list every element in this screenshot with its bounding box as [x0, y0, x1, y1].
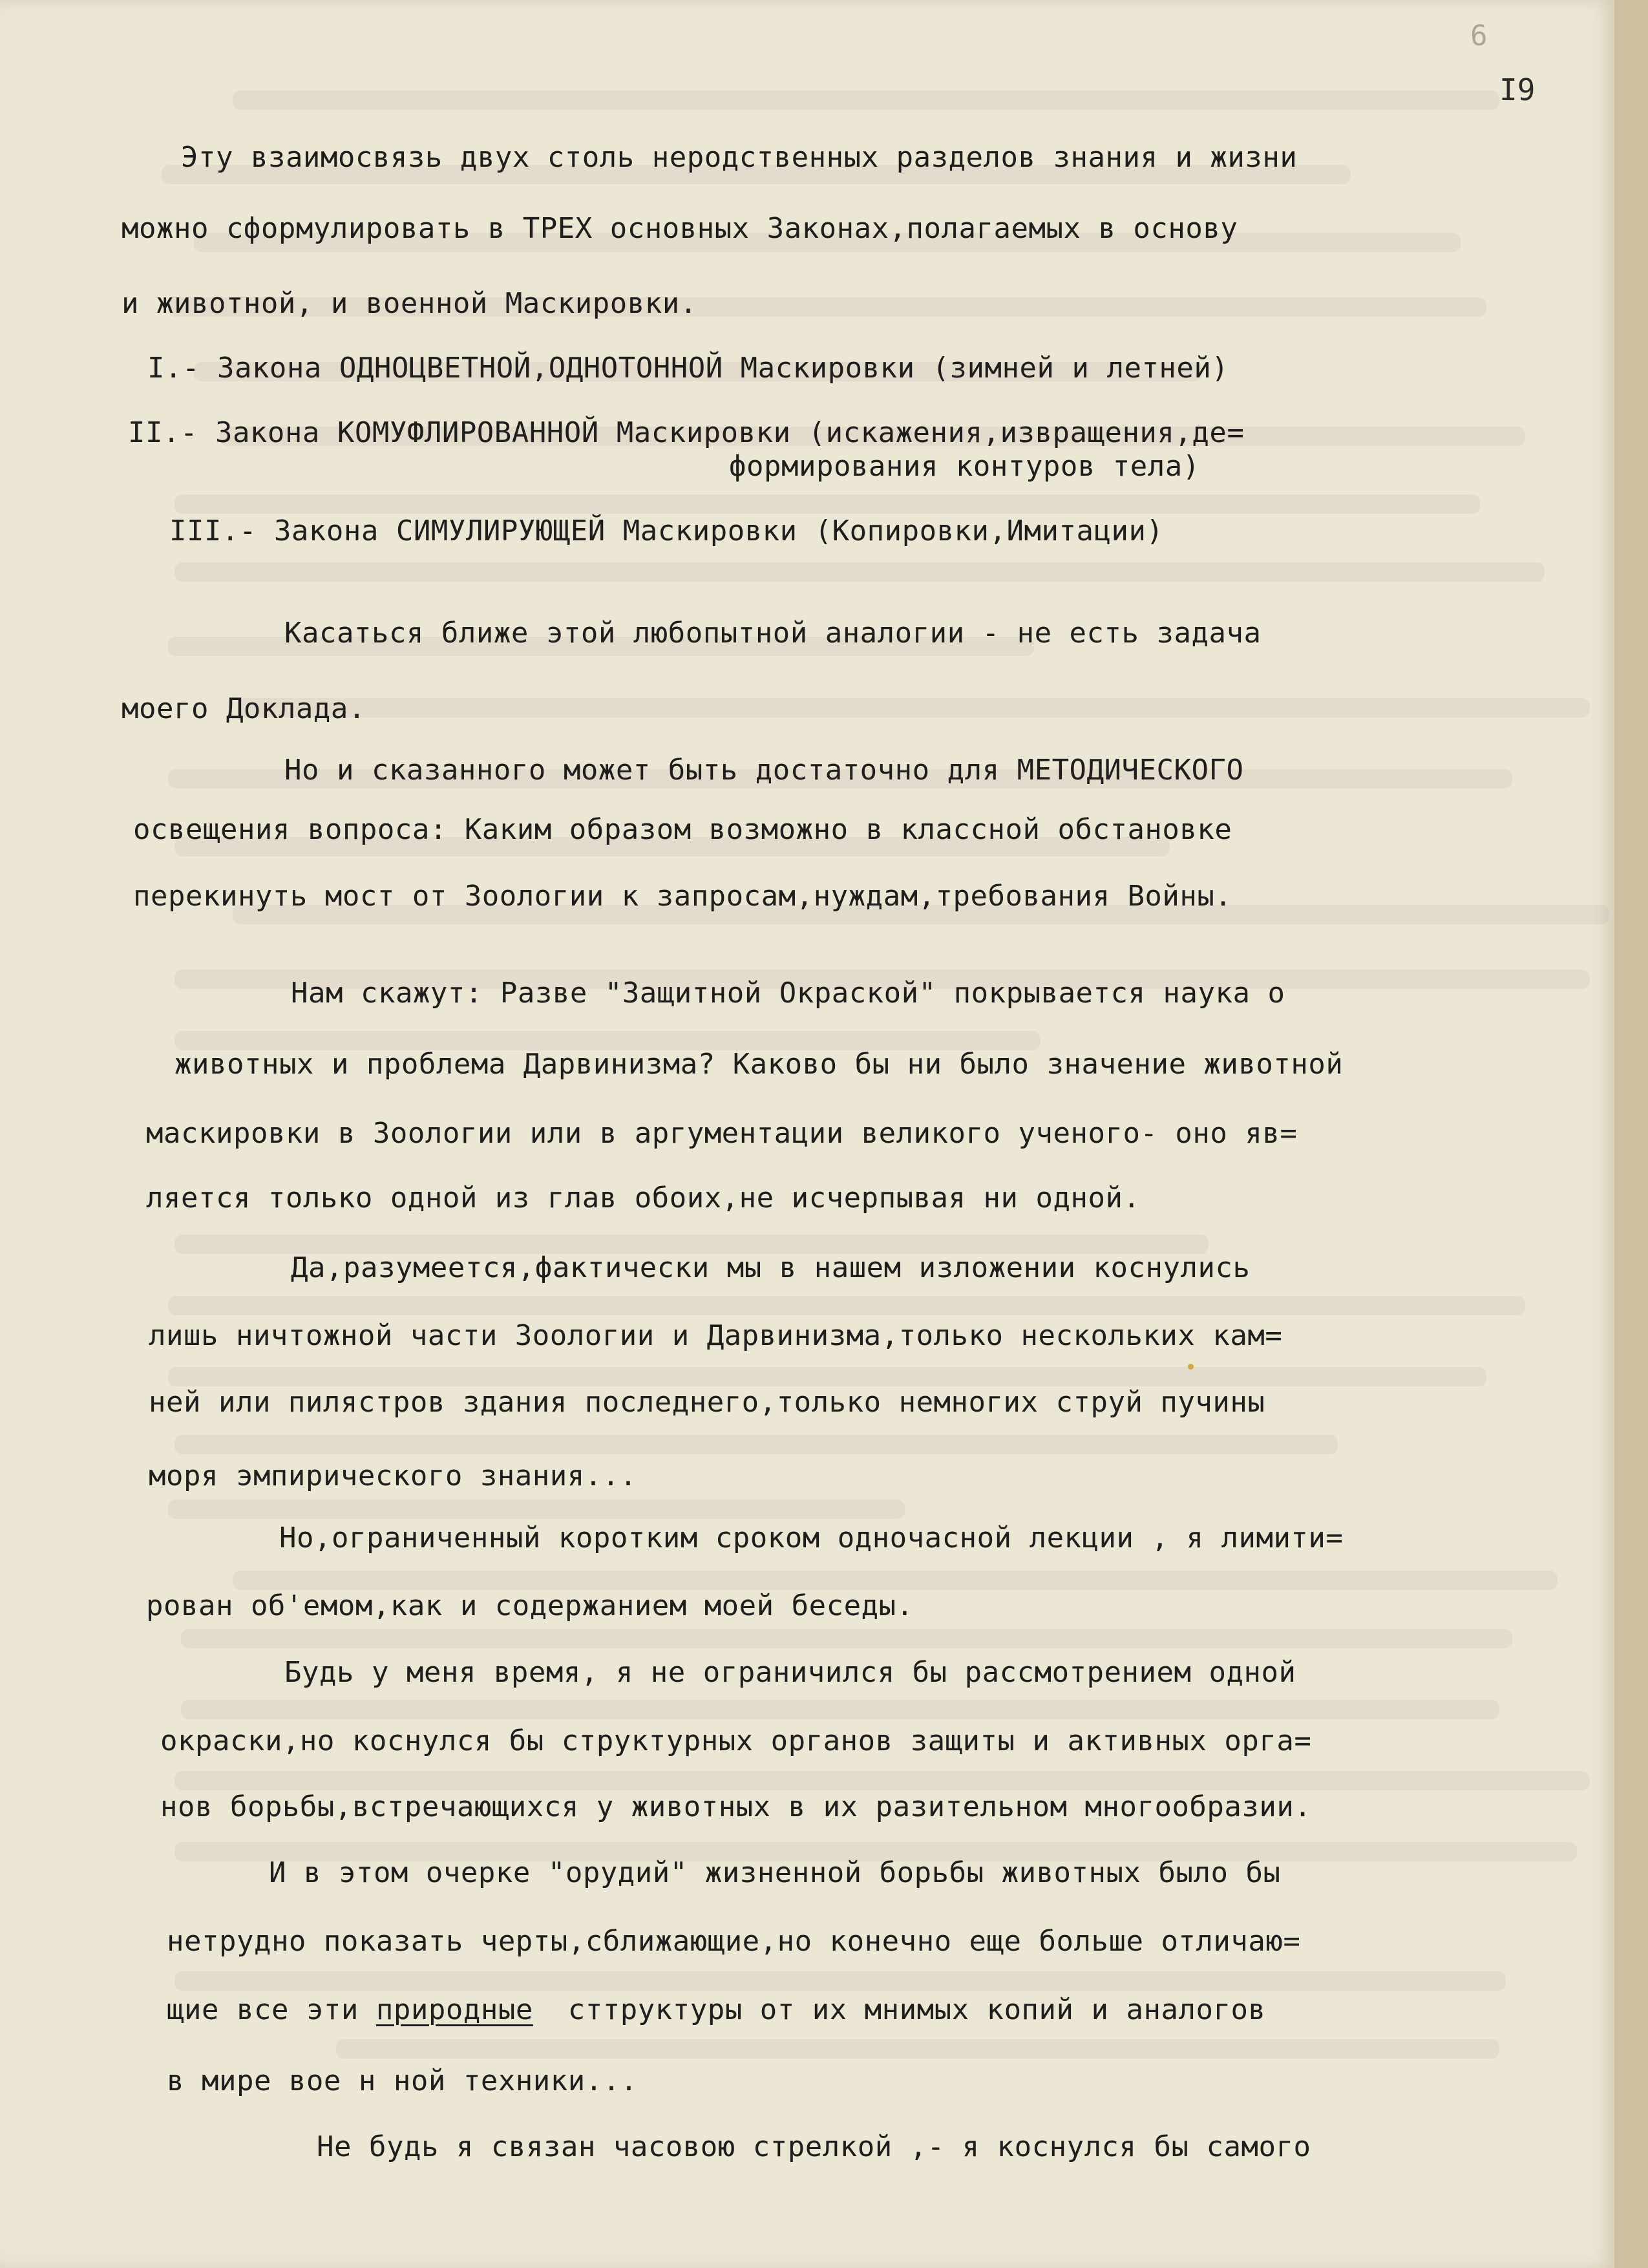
pencil-page-mark: 6 [1470, 19, 1488, 52]
paper-stain [1188, 1364, 1194, 1370]
list-item: II.- Закона КОМУФЛИРОВАННОЙ Маскировки (искажения,извращения,де= [128, 416, 1245, 449]
text-line: Касаться ближе этой любопытной аналогии - не есть задача [284, 617, 1262, 650]
text-line: освещения вопроса: Каким образом возможно в классной обстановке [133, 813, 1232, 846]
text-line: моего Доклада. [121, 692, 366, 725]
text-line: Но и сказанного может быть достаточно для МЕТОДИЧЕСКОГО [284, 754, 1244, 787]
text-segment: сттруктуры от их мнимых копий и аналогов [567, 1993, 1266, 2026]
text-line: окраски,но коснулся бы структурных органов защиты и активных орга= [160, 1724, 1312, 1757]
text-line: Но,ограниченный коротким сроком одночасной лекции , я лимити= [279, 1521, 1344, 1554]
page-edge [1614, 0, 1648, 2268]
text-line: можно сформулировать в ТРЕХ основных Законах,полагаемых в основу [121, 212, 1238, 245]
text-line: Нам скажут: Разве "Защитной Окраской" покрывается наука о [291, 977, 1285, 1010]
text-line [167, 1993, 1266, 2026]
text-segment: щие все эти [167, 1993, 359, 2026]
text-line: маскировки в Зоологии или в аргументации великого ученого- оно яв= [146, 1117, 1298, 1150]
text-line: нов борьбы,встречающихся у животных в их разительном многообразии. [160, 1790, 1312, 1823]
text-line: Да,разумеется,фактически мы в нашем изложении коснулись [291, 1251, 1251, 1284]
text-line: рован об'емом,как и содержанием моей беседы. [146, 1589, 914, 1622]
text-line: Будь у меня время, я не ограничился бы рассмотрением одной [284, 1656, 1296, 1689]
text-line: лишь ничтожной части Зоологии и Дарвинизма,только нескольких кам= [149, 1319, 1283, 1352]
text-line: нетрудно показать черты,сближающие,но конечно еще больше отличаю= [167, 1925, 1301, 1958]
text-line: животных и проблема Дарвинизма? Каково бы ни было значение животной [174, 1048, 1344, 1081]
text-line: Эту взаимосвязь двух столь неродственных разделов знания и жизни [181, 141, 1298, 174]
text-line: в мире вое н ной техники... [167, 2064, 638, 2097]
page-number: I9 [1499, 72, 1536, 107]
text-line: моря эмпирического знания... [149, 1459, 637, 1492]
text-line: И в этом очерке "орудий" жизненной борьбы животных было бы [269, 1856, 1281, 1889]
text-line: Не будь я связан часовою стрелкой ,- я коснулся бы самого [317, 2130, 1311, 2163]
text-line: перекинуть мост от Зоологии к запросам,нуждам,требования Войны. [133, 880, 1232, 913]
text-line: ляется только одной из глав обоих,не исчерпывая ни одной. [146, 1182, 1141, 1214]
list-item-continuation: формирования контуров тела) [729, 450, 1200, 483]
text-line: ней или пилястров здания последнего,только немногих струй пучины [149, 1386, 1265, 1419]
text-line: и животной, и военной Маскировки. [121, 287, 697, 320]
underlined-word: природные [375, 1993, 533, 2026]
list-item: I.- Закона ОДНОЦВЕТНОЙ,ОДНОТОННОЙ Маскировки (зимней и летней) [147, 352, 1229, 385]
list-item: III.- Закона СИМУЛИРУЮЩЕЙ Маскировки (Копировки,Имитации) [169, 514, 1164, 547]
